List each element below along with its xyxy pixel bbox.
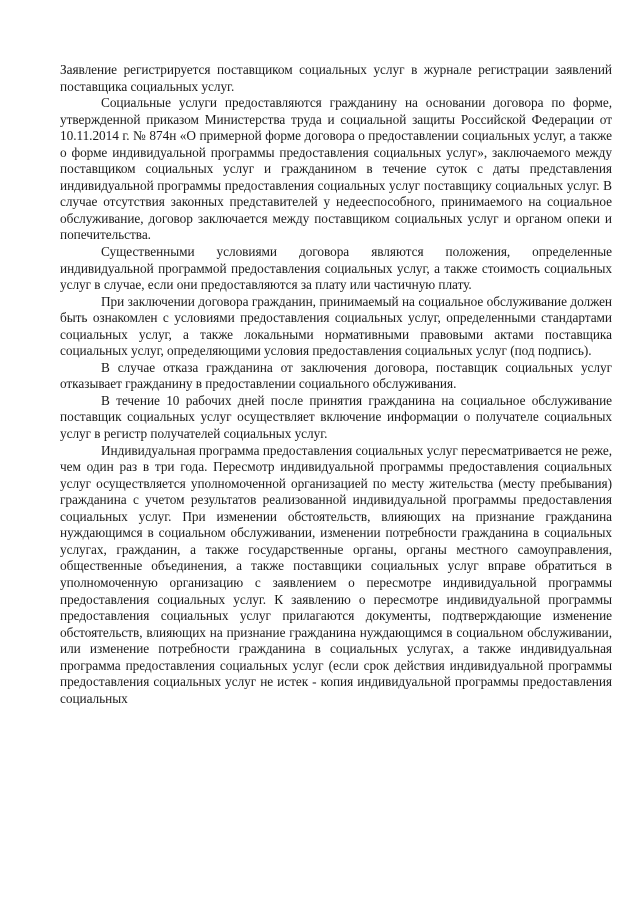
- paragraph-registration: Заявление регистрируется поставщиком социальных услуг в журнале регистрации заявлений поставщика социальных услуг.: [60, 62, 612, 94]
- document-page: [60, 62, 612, 707]
- paragraph-program-revision: Индивидуальная программа предоставления социальных услуг пересматривается не реже, чем один раз в три года. Пересмотр индивидуальной программы предоставления социальных услуг осуществляется уполномоченной организацией по месту жительства (месту пребывания) гражданина с учетом результатов реализованной индивидуальной программы предоставления социальных услуг. При изменении обстоятельств, влияющих на признание гражданина нуждающимся в социальном обслуживании, изменении потребности гражданина в социальных услугах, гражданин, а также государственные органы, органы местного самоуправления, общественные объединения, а также поставщики социальных услуг вправе обратиться в уполномоченную организацию с заявлением о пересмотре индивидуальной программы предоставления социальных услуг. К заявлению о пересмотре индивидуальной программы предоставления социальных услуг прилагаются документы, подтверждающие изменение обстоятельств, влияющих на признание гражданина нуждающимся в социальном обслуживании, или изменение потребности гражданина в социальных услугах, а также индивидуальная программа предоставления социальных услуг (если срок действия индивидуальной программы предоставления социальных услуг не истек - копия индивидуальной программы предоставления социальных: [60, 442, 612, 706]
- paragraph-familiarization: При заключении договора гражданин, принимаемый на социальное обслуживание должен быть ознакомлен с условиями предоставления социальных услуг, определенными стандартами социальных услуг, а также локальными нормативными правовыми актами поставщика социальных услуг, определяющими условия предоставления социальных услуг (под подпись).: [60, 293, 612, 359]
- paragraph-contract-basis: Социальные услуги предоставляются гражданину на основании договора по форме, утвержденной приказом Министерства труда и социальной защиты Российской Федерации от 10.11.2014 г. № 874н «О примерной форме договора о предоставлении социальных услуг, а также о форме индивидуальной программы предоставления социальных услуг», заключаемого между поставщиком социальных услуг и гражданином в течение суток с даты представления индивидуальной программы предоставления социальных услуг поставщику социальных услуг. В случае отсутствия законных представителей у недееспособного, принимаемого на социальное обслуживание, договор заключается между поставщиком социальных услуг и органом опеки и попечительства.: [60, 95, 612, 243]
- paragraph-essential-terms: Существенными условиями договора являются положения, определенные индивидуальной программой предоставления социальных услуг, а также стоимость социальных услуг в случае, если они предоставляются за плату или частичную плату.: [60, 244, 612, 293]
- paragraph-register-inclusion: В течение 10 рабочих дней после принятия гражданина на социальное обслуживание поставщик социальных услуг осуществляет включение информации о получателе социальных услуг в регистр получателей социальных услуг.: [60, 392, 612, 442]
- paragraph-refusal: В случае отказа гражданина от заключения договора, поставщик социальных услуг отказывает гражданину в предоставлении социального обслуживания.: [60, 359, 612, 392]
